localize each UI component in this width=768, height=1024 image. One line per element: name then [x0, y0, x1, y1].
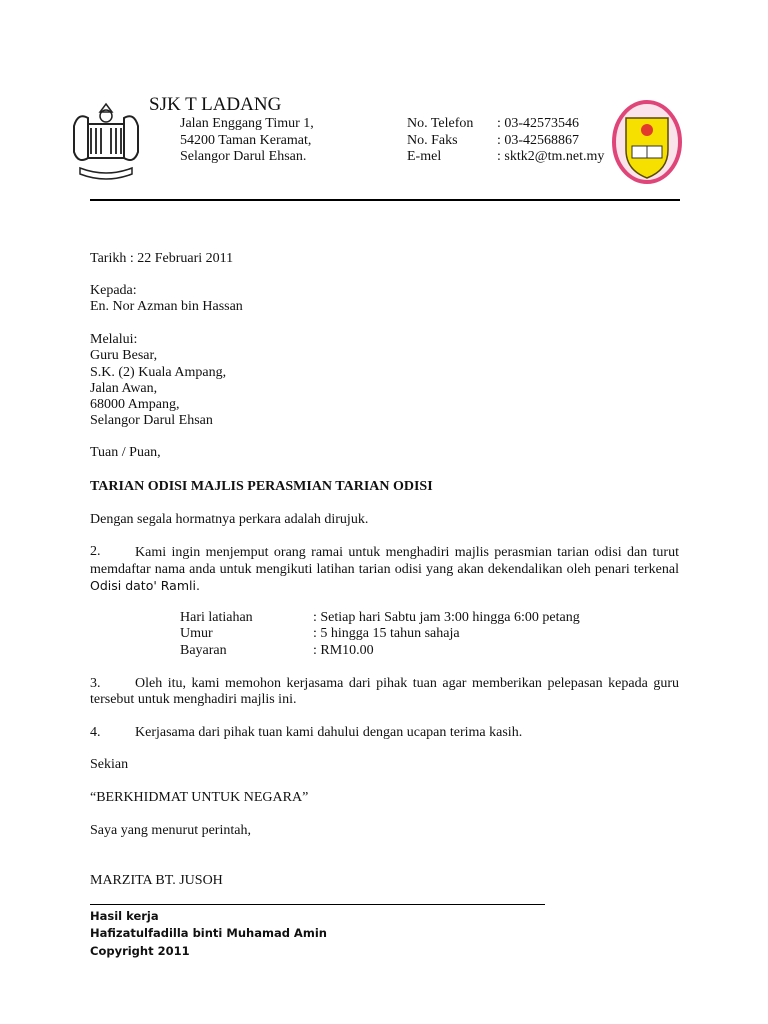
- via-line: Guru Besar,: [90, 348, 158, 363]
- detail-value: : Setiap hari Sabtu jam 3:00 hingga 6:00 petang: [313, 610, 580, 625]
- contact-value: : sktk2@tm.net.my: [497, 149, 605, 164]
- paragraph-2-end: Odisi dato' Ramli.: [90, 578, 200, 593]
- contact-value: : 03-42568867: [497, 133, 580, 148]
- footer-line: Hafizatulfadilla binti Muhamad Amin: [90, 926, 327, 940]
- paragraph-2-number: 2.: [90, 544, 101, 559]
- paragraph-1: Dengan segala hormatnya perkara adalah dirujuk.: [90, 512, 369, 527]
- paragraph-3: [90, 676, 679, 708]
- via-line: S.K. (2) Kuala Ampang,: [90, 365, 227, 380]
- contact-label: No. Telefon: [407, 116, 474, 131]
- detail-value: : 5 hingga 15 tahun sahaja: [313, 626, 460, 641]
- paragraph-3-text: Oleh itu, kami memohon kerjasama dari pihak tuan agar memberikan pelepasan kepada guru tersebut untuk menghadiri majlis ini.: [90, 676, 679, 707]
- contact-value: : 03-42573546: [497, 116, 580, 131]
- paragraph-2-text: Kami ingin menjemput orang ramai untuk menghadiri majlis perasmian tarian odisi dan turut memdaftar nama anda untuk mengikuti latihan tarian odisi yang akan dekendalikan oleh penari terkenal: [90, 545, 679, 577]
- signatory: MARZITA BT. JUSOH: [90, 873, 223, 888]
- paragraph-4: Kerjasama dari pihak tuan kami dahului dengan ucapan terima kasih.: [135, 725, 523, 740]
- salutation: Tuan / Puan,: [90, 445, 161, 460]
- detail-label: Umur: [180, 626, 213, 641]
- national-crest-logo: [66, 96, 146, 186]
- contact-label: E-mel: [407, 149, 442, 164]
- detail-label: Bayaran: [180, 643, 227, 658]
- letterhead-divider: [90, 199, 680, 201]
- school-name: SJK T LADANG: [149, 94, 282, 115]
- via-line: Jalan Awan,: [90, 381, 158, 396]
- footer-divider: [90, 904, 545, 905]
- detail-label: Hari latiahan: [180, 610, 253, 625]
- paragraph-3-number: 3.: [90, 676, 101, 691]
- footer-line: Hasil kerja: [90, 909, 159, 923]
- address-line: 54200 Taman Keramat,: [180, 133, 312, 148]
- to-label: Kepada:: [90, 283, 137, 298]
- paragraph-2: [90, 544, 679, 578]
- date: Tarikh : 22 Februari 2011: [90, 251, 234, 266]
- via-label: Melalui:: [90, 332, 138, 347]
- closing: Sekian: [90, 757, 129, 772]
- school-crest-logo: [612, 98, 682, 186]
- address-line: Selangor Darul Ehsan.: [180, 149, 307, 164]
- detail-value: : RM10.00: [313, 643, 374, 658]
- subject: TARIAN ODISI MAJLIS PERASMIAN TARIAN ODISI: [90, 479, 433, 494]
- footer-line: Copyright 2011: [90, 944, 190, 958]
- via-line: Selangor Darul Ehsan: [90, 413, 213, 428]
- via-line: 68000 Ampang,: [90, 397, 180, 412]
- yours-faithfully: Saya yang menurut perintah,: [90, 823, 251, 838]
- contact-label: No. Faks: [407, 133, 458, 148]
- to-name: En. Nor Azman bin Hassan: [90, 299, 243, 314]
- motto: “BERKHIDMAT UNTUK NEGARA”: [90, 790, 309, 805]
- address-line: Jalan Enggang Timur 1,: [180, 116, 314, 131]
- paragraph-4-number: 4.: [90, 725, 101, 740]
